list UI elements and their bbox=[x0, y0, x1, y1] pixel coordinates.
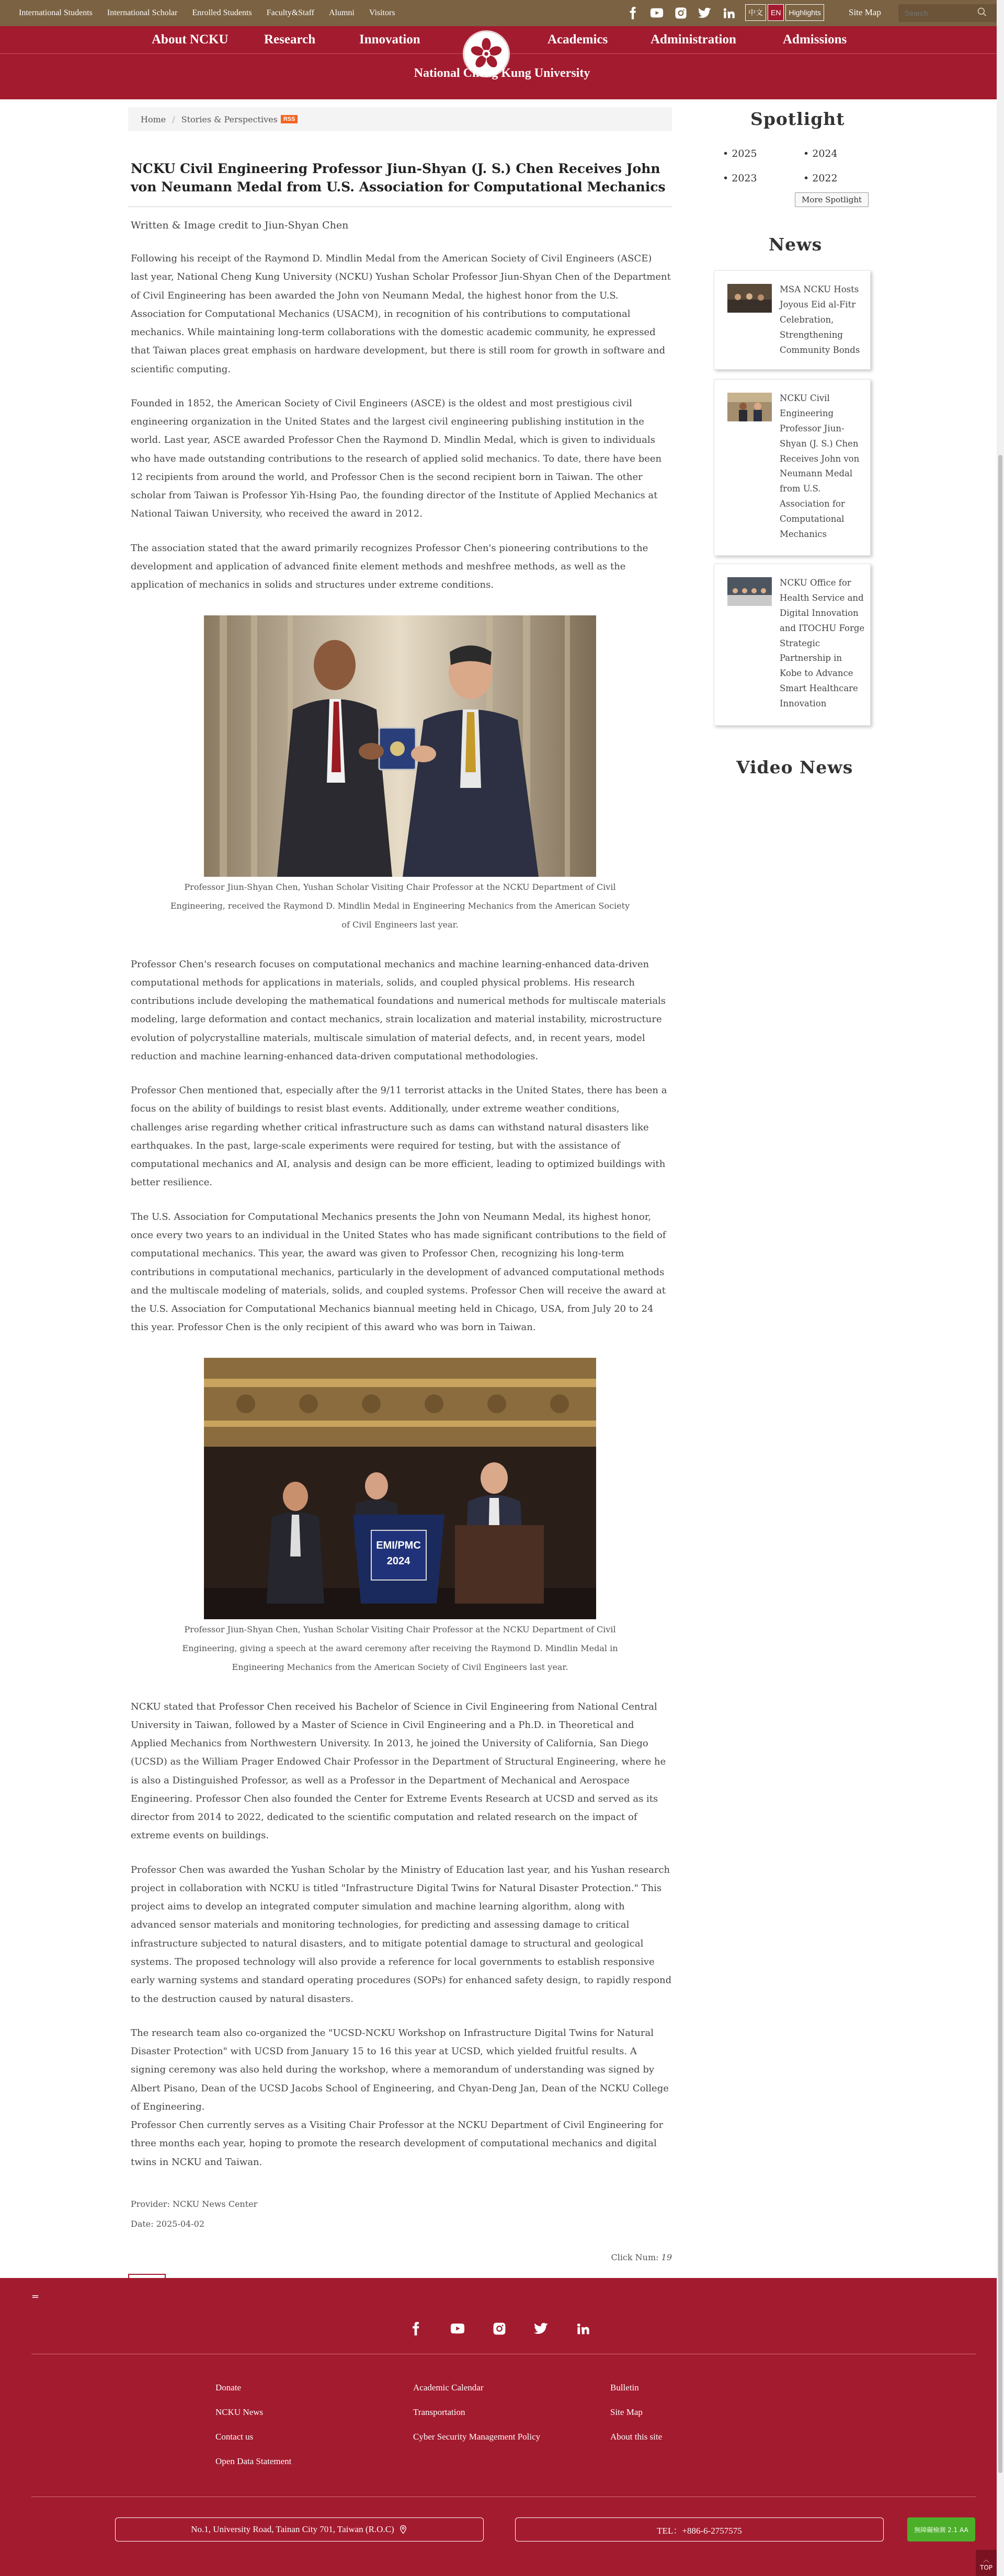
footer-link-ncku-news[interactable]: NCKU News bbox=[215, 2407, 264, 2417]
footer-address-text: No.1, University Road, Tainan City 701, Taiwan (R.O.C) bbox=[191, 2524, 394, 2534]
footer-link-calendar[interactable]: Academic Calendar bbox=[413, 2383, 484, 2392]
sitemap-link[interactable]: Site Map bbox=[849, 7, 881, 17]
article-credit: Written & Image credit to Jiun-Shyan Chen bbox=[131, 220, 349, 231]
footer-link-donate[interactable]: Donate bbox=[215, 2383, 242, 2392]
news-thumbnail bbox=[727, 577, 772, 606]
instagram-icon[interactable] bbox=[673, 5, 689, 21]
click-count bbox=[128, 2252, 672, 2262]
article-paragraph bbox=[128, 2024, 672, 2171]
year-link-2022[interactable]: • 2022 bbox=[803, 173, 838, 184]
quick-link-visitors[interactable]: Visitors bbox=[369, 8, 395, 17]
footer-address[interactable] bbox=[115, 2517, 484, 2541]
podium-sign-text: EMI/PMC bbox=[376, 1539, 421, 1551]
photo-award-speech bbox=[204, 1358, 596, 1619]
photo-caption: Professor Jiun-Shyan Chen, Yushan Scholar Visiting Chair Professor at the NCKU Department of Civil Engineering, giving a speech at the award ceremony after receiving the Raymond D. Mindlin Medal in Engineering Mechanics from the American Society of Civil Engineers last year. bbox=[182, 1624, 618, 1672]
click-count-value: 19 bbox=[661, 2252, 672, 2262]
svg-text:2024: 2024 bbox=[386, 1555, 410, 1567]
back-to-top-button[interactable] bbox=[976, 2550, 997, 2576]
photo-award-handover bbox=[204, 615, 596, 877]
search-icon[interactable] bbox=[977, 7, 987, 19]
search-input[interactable] bbox=[898, 9, 977, 17]
year-link-2024[interactable]: • 2024 bbox=[803, 148, 838, 159]
article bbox=[128, 159, 672, 2317]
nav-innovation[interactable]: Innovation bbox=[359, 32, 420, 47]
article-paragraph-line: Professor Chen currently serves as a Visiting Chair Professor at the NCKU Department of Civil Engineering for three months each year, hoping to promote the research development of computational mechanics and digital twins in NCKU and Taiwan. bbox=[131, 2120, 664, 2168]
footer-youtube-icon[interactable] bbox=[450, 2321, 465, 2337]
rss-icon[interactable]: RSS bbox=[281, 115, 298, 123]
utility-bar bbox=[0, 0, 1004, 26]
footer-link-about-site[interactable]: About this site bbox=[610, 2432, 663, 2442]
news-card[interactable] bbox=[714, 270, 871, 370]
breadcrumb-section[interactable]: Stories & Perspectives bbox=[181, 114, 278, 124]
quick-link-alumni[interactable]: Alumni bbox=[328, 8, 355, 17]
footer-link-open-data[interactable]: Open Data Statement bbox=[215, 2456, 292, 2466]
quick-links bbox=[12, 8, 403, 18]
article-date: Date: 2025-04-02 bbox=[131, 2219, 204, 2229]
accessibility-badge[interactable]: 無障礙檢測 2.1 AA bbox=[907, 2517, 975, 2541]
nav-administration[interactable]: Administration bbox=[651, 32, 736, 47]
nav-research[interactable]: Research bbox=[264, 32, 316, 47]
article-paragraph: NCKU stated that Professor Chen received his Bachelor of Science in Civil Engineering from National Central University in Taiwan, followed by a Master of Science in Civil Engineering and a Ph.D. in Theoretical and Applied Mechanics from Northwestern University. In 2013, he joined the University of California, San Diego (UCSD) as the William Prager Endowed Chair Professor in the Department of Structural Engineering, where he is also a Distinguished Professor, as well as a Professor in the Department of Mechanical and Aerospace Engineering. Professor Chen also founded the Center for Extreme Events Research at UCSD and served as its director from 2014 to 2022, dedicated to the scientific computation and related research on the impact of extreme events on buildings. bbox=[131, 1701, 666, 1841]
search-box bbox=[898, 4, 998, 22]
spotlight-title: Spotlight bbox=[750, 109, 845, 129]
breadcrumb bbox=[128, 107, 672, 131]
year-link-2023[interactable]: • 2023 bbox=[723, 173, 757, 184]
footer-facebook-icon[interactable] bbox=[408, 2321, 424, 2337]
news-card-title: NCKU Office for Health Service and Digital Innovation and ITOCHU Forge Strategic Partnership in Kobe to Advance Smart Healthcare Innovation bbox=[780, 578, 865, 708]
scrollbar-thumb[interactable] bbox=[998, 455, 1002, 2473]
video-news-title: Video News bbox=[736, 757, 853, 777]
footer bbox=[0, 2278, 997, 2576]
footer-telephone[interactable]: TEL：+886-6-2757575 bbox=[515, 2517, 884, 2541]
university-name: National Cheng Kung University bbox=[414, 66, 590, 80]
article-paragraph: The U.S. Association for Computational Mechanics presents the John von Neumann Medal, its highest honor, once every two years to an individual in the United States who has made significant contributions to the field of computational mechanics. This year, the award was given to Professor Chen, recognizing his long-term contributions in computational mechanics, particularly in the development of advanced computational methods and the multiscale modeling of materials, solids, and coupled systems. Professor Chen will receive the award at the U.S. Association for Computational Mechanics biannual meeting held in Chicago, USA, from July 20 to 24 this year. Professor Chen is the only recipient of this award who was born in Taiwan. bbox=[131, 1211, 666, 1333]
lang-zh-button[interactable]: 中文 bbox=[745, 4, 766, 21]
chevron-up-icon: ︿ bbox=[983, 2556, 989, 2563]
article-paragraph: Professor Chen was awarded the Yushan Scholar by the Ministry of Education last year, and his Yushan research project in collaboration with NCKU is titled "Infrastructure Digital Twins for Natural Disaster Protection." This project aims to develop an integrated computer simulation and machine learning algorithm, along with advanced sensor materials and monitoring technologies, for predicting and assessing damage to critical infrastructure subjected to natural disasters, and to mitigate potential damage to structural and geological systems. The proposed technology will also provide a reference for local governments to establish responsive early warning systems and standard operating procedures (SOPs) for enhanced safety design, to rapidly respond to the destruction caused by natural disasters. bbox=[131, 1864, 672, 2005]
article-paragraph-line: The research team also co-organized the "UCSD-NCKU Workshop on Infrastructure Digital Twins for Natural Disaster Protection" with UCSD from January 15 to 16 this year at UCSD, which yielded fruitful results. A signing ceremony was also held during the workshop, where a memorandum of understanding was signed by Albert Pisano, Dean of the UCSD Jacobs School of Engineering, and Chyan-Deng Jan, Dean of the NCKU College of Engineering. bbox=[131, 2027, 669, 2112]
news-card[interactable] bbox=[714, 379, 871, 556]
news-card-title: MSA NCKU Hosts Joyous Eid al-Fitr Celebration, Strengthening Community Bonds bbox=[780, 284, 860, 355]
footer-menu-icon[interactable]: = bbox=[31, 2291, 40, 2302]
back-to-top-label: TOP bbox=[979, 2563, 992, 2571]
news-thumbnail bbox=[727, 393, 772, 421]
footer-link-bulletin[interactable]: Bulletin bbox=[610, 2383, 639, 2392]
article-provider: Provider: NCKU News Center bbox=[131, 2199, 258, 2209]
footer-link-contact[interactable]: Contact us bbox=[215, 2432, 254, 2442]
facebook-icon[interactable] bbox=[625, 5, 641, 21]
footer-instagram-icon[interactable] bbox=[492, 2321, 507, 2337]
click-count-label: Click Num: bbox=[611, 2252, 659, 2262]
article-paragraph: The association stated that the award primarily recognizes Professor Chen's pioneering contributions to the development and application of advanced finite element methods and meshfree methods, as well as the application of mechanics in solids and structures under extreme conditions. bbox=[131, 542, 648, 591]
news-thumbnail bbox=[727, 284, 772, 313]
footer-link-sitemap[interactable]: Site Map bbox=[610, 2407, 643, 2417]
highlights-button[interactable]: Highlights bbox=[785, 4, 824, 21]
footer-twitter-icon[interactable] bbox=[533, 2321, 549, 2337]
youtube-icon[interactable] bbox=[649, 5, 665, 21]
quick-link-faculty-staff[interactable]: Faculty&Staff bbox=[266, 8, 314, 17]
nav-about[interactable]: About NCKU bbox=[152, 32, 229, 47]
article-paragraph: Professor Chen mentioned that, especially after the 9/11 terrorist attacks in the United States, there has been a focus on the ability of buildings to resist blast events. Additionally, under extreme weather conditions, challenges arise regarding whether critical infrastructure such as dams can withstand natural disasters like earthquakes. In the past, large-scale experiments were required for testing, but with the assistance of computational mechanics and AI, analysis and design can be more efficient, leading to optimized buildings with better resilience. bbox=[131, 1085, 667, 1188]
breadcrumb-home[interactable]: Home bbox=[141, 114, 166, 124]
news-title: News bbox=[769, 234, 823, 255]
quick-link-international-students[interactable]: International Students bbox=[19, 8, 93, 17]
lang-en-button[interactable]: EN bbox=[768, 4, 784, 21]
twitter-icon[interactable] bbox=[697, 5, 713, 21]
linkedin-icon[interactable] bbox=[721, 5, 737, 21]
article-paragraph: Following his receipt of the Raymond D. Mindlin Medal from the American Society of Civil Engineers (ASCE) last year, National Cheng Kung University (NCKU) Yushan Scholar Professor Jiun-Shyan Chen of the Department of Civil Engineering has been awarded the John von Neumann Medal, the highest honor from the U.S. Association for Computational Mechanics (USACM), in recognition of his contributions to computational mechanics. While maintaining long-term collaborations with the domestic academic community, he expressed that Taiwan places great emphasis on hardware development, but there is still room for growth in software and scientific computing. bbox=[131, 253, 671, 375]
news-card-title: NCKU Civil Engineering Professor Jiun-Shyan (J. S.) Chen Receives John von Neumann Medal from U.S. Association for Computational Mechanics bbox=[780, 393, 860, 539]
map-pin-icon bbox=[398, 2524, 408, 2535]
language-switcher bbox=[745, 4, 824, 21]
social-links bbox=[625, 5, 737, 21]
article-paragraph: Founded in 1852, the American Society of Civil Engineers (ASCE) is the oldest and most prestigious civil engineering organization in the United States and the largest civil engineering publishing institution in the world. Last year, ASCE awarded Professor Chen the Raymond D. Mindlin Medal, which is given to individuals who have made outstanding contributions to the research of applied solid mechanics. To date, there have been 12 recipients from around the world, and Professor Chen is the second recipient born in Taiwan. The other scholar from Taiwan is Professor Yih-Hsing Pao, the founding director of the Institute of Applied Mechanics at National Taiwan University, who received the award in 2012. bbox=[131, 397, 662, 520]
nav-academics[interactable]: Academics bbox=[547, 32, 608, 47]
more-spotlight-button[interactable]: More Spotlight bbox=[795, 192, 869, 207]
main-nav bbox=[0, 26, 1004, 99]
article-paragraph: Professor Chen's research focuses on computational mechanics and machine learning-enhanced data-driven computational methods for applications in materials, solids, and coupled physical problems. His research contributions include developing the mathematical foundations and numerical methods for multiscale materials modeling, large deformation and contact mechanics, strain localization and material instability, microstructure evolution of polycrystalline materials, multiscale simulation of material defects, and, in recent years, model reduction and machine learning-enhanced data-driven computational methodologies. bbox=[131, 958, 666, 1062]
nav-admissions[interactable]: Admissions bbox=[783, 32, 847, 47]
quick-link-international-scholar[interactable]: International Scholar bbox=[107, 8, 178, 17]
year-link-2025[interactable]: • 2025 bbox=[723, 148, 757, 159]
footer-link-security-policy[interactable]: Cyber Security Management Policy bbox=[413, 2432, 541, 2442]
news-card[interactable] bbox=[714, 564, 871, 726]
footer-link-transportation[interactable]: Transportation bbox=[413, 2407, 465, 2417]
breadcrumb-separator: / bbox=[172, 114, 175, 124]
photo-caption: Professor Jiun-Shyan Chen, Yushan Scholar Visiting Chair Professor at the NCKU Department of Civil Engineering, received the Raymond D. Mindlin Medal in Engineering Mechanics from the American Society of Civil Engineers last year. bbox=[170, 881, 630, 930]
quick-link-enrolled-students[interactable]: Enrolled Students bbox=[192, 8, 252, 17]
footer-social-links bbox=[408, 2321, 591, 2337]
footer-linkedin-icon[interactable] bbox=[575, 2321, 591, 2337]
article-title: NCKU Civil Engineering Professor Jiun-Shyan (J. S.) Chen Receives John von Neumann Medal from U.S. Association for Computational Mechanics bbox=[128, 159, 672, 207]
